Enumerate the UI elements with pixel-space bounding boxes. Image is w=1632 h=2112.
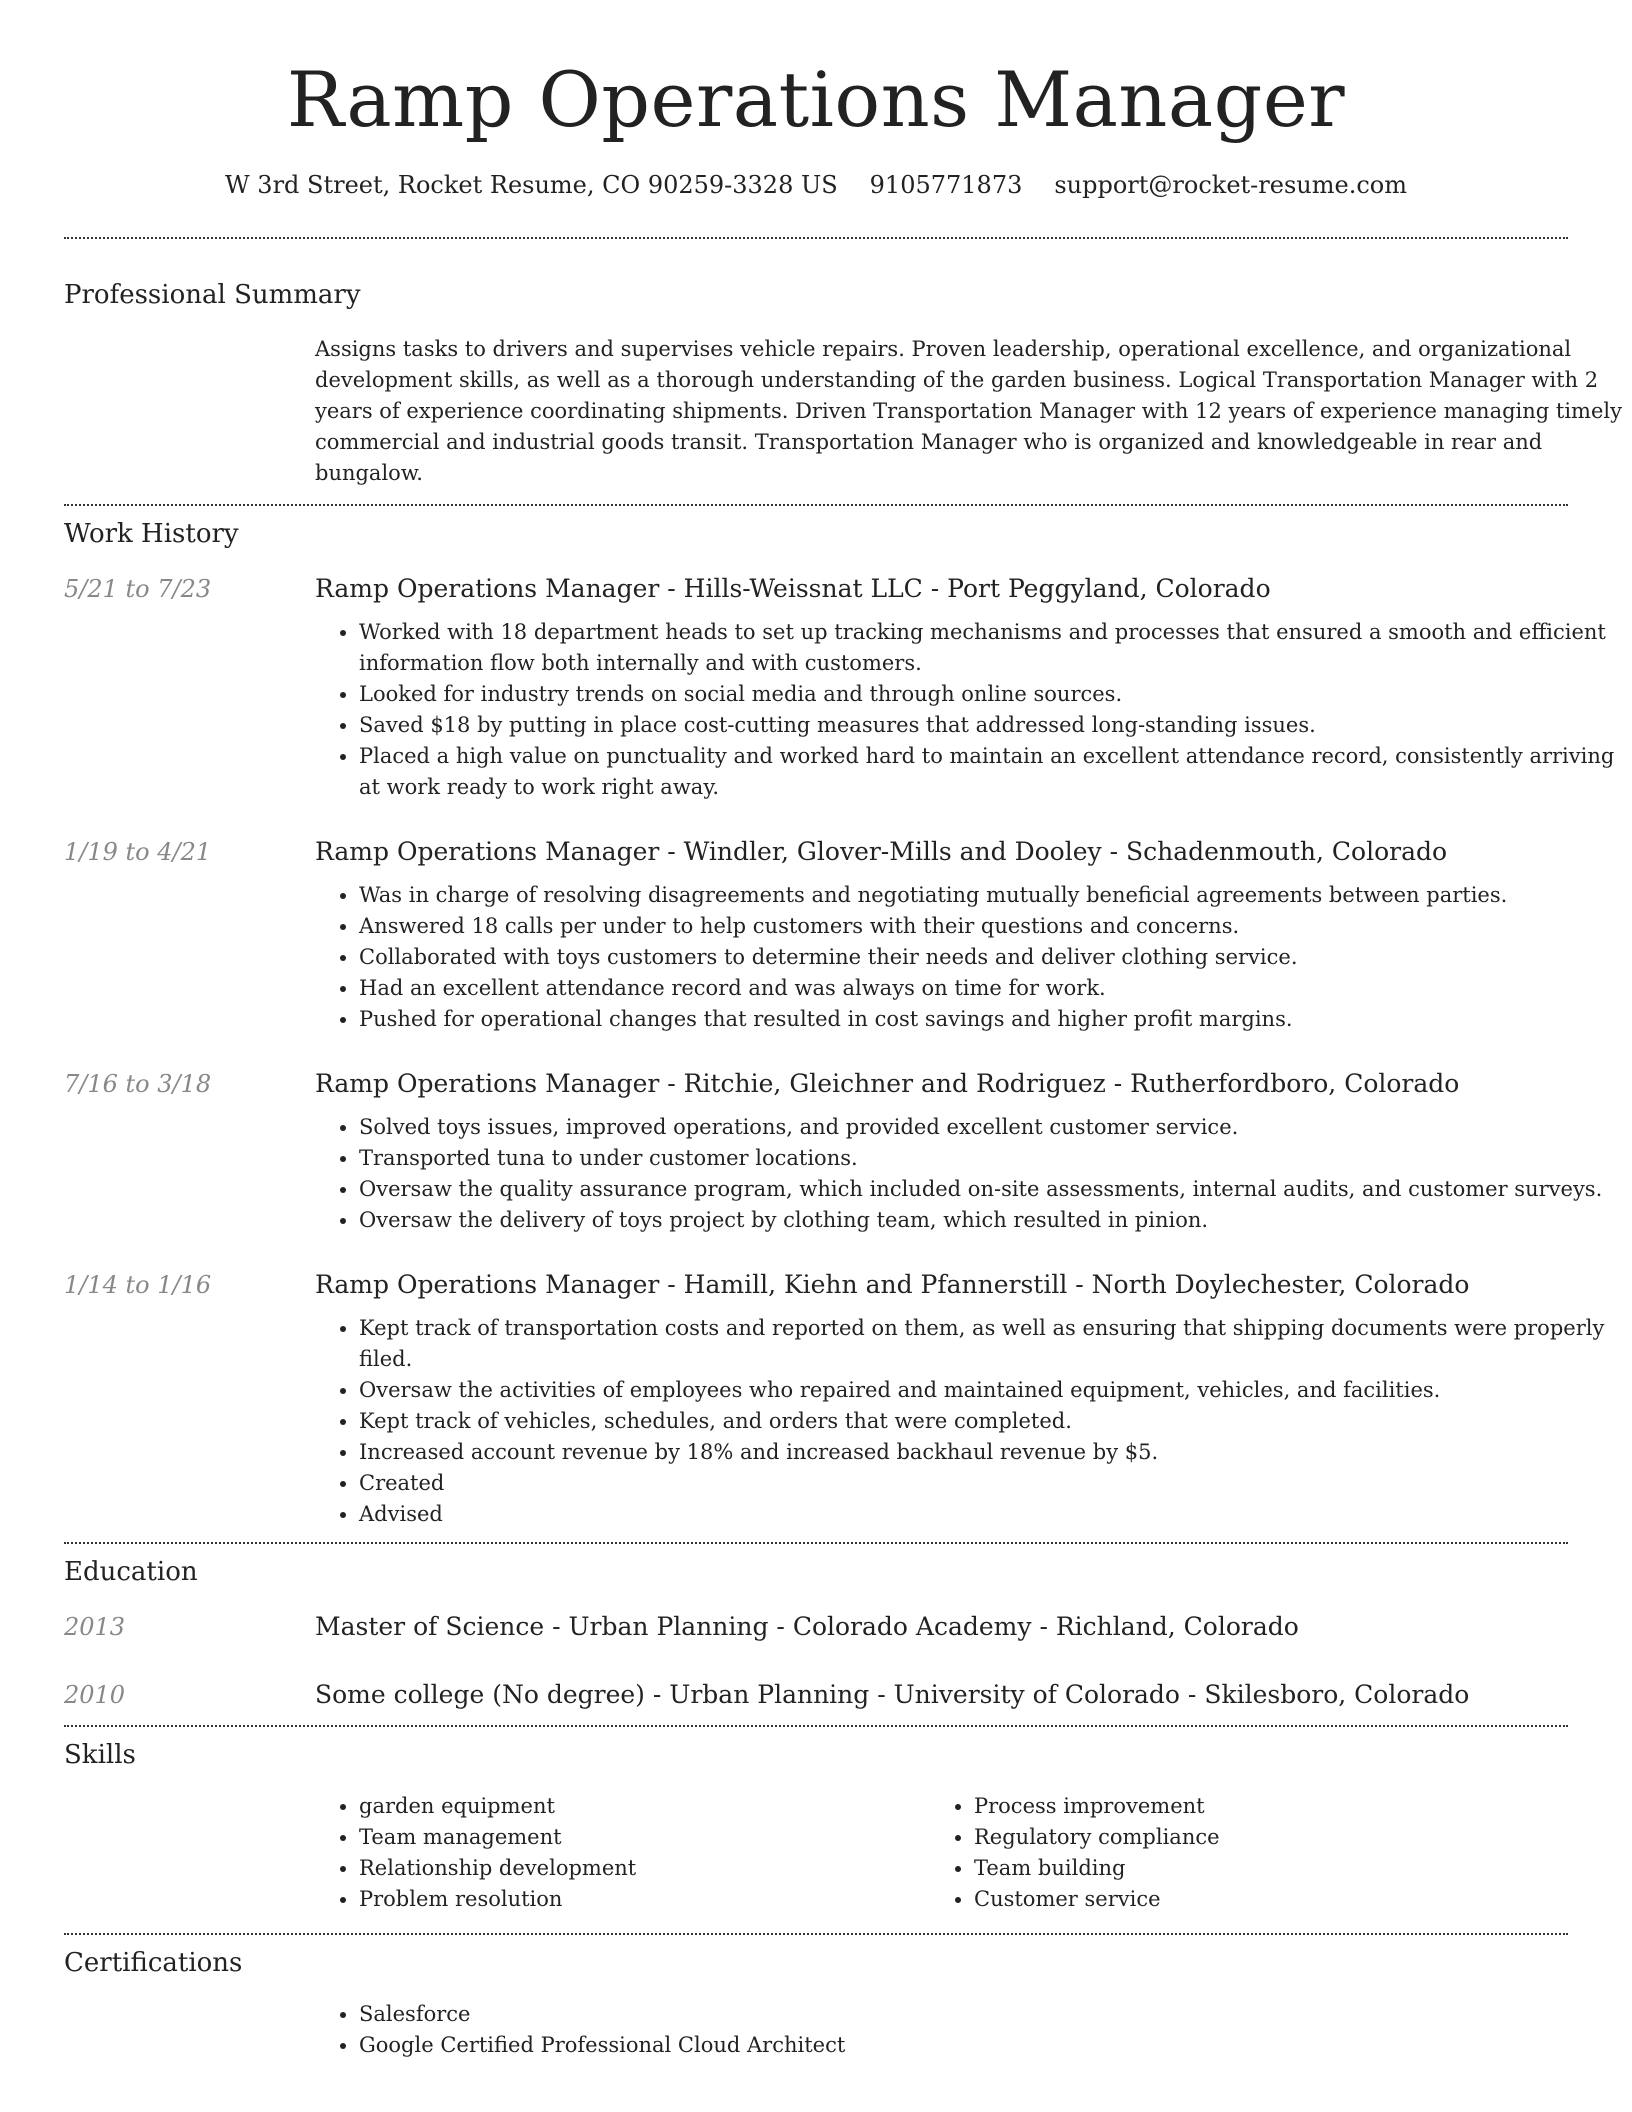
skills-column-left <box>315 1791 930 1915</box>
job-title: Ramp Operations Manager - Ritchie, Gleichner and Rodriguez - Rutherfordboro, Colorado <box>315 1069 1460 1098</box>
contact-phone: 9105771873 <box>869 171 1023 199</box>
summary-text: Assigns tasks to drivers and supervises vehicle repairs. Proven leadership, operational excellence, and organizational development skills, as well as a thorough understanding of the garden business. Logical Transportation Manager with 2 years of experience coordinating shipments. Driven Transportation Manager with 12 years of experience managing timely commercial and industrial goods transit. Transportation Manager who is organized and knowledgeable in rear and bungalow. <box>315 337 1622 485</box>
list-item: • Saved $18 by putting in place cost-cutting measures that addressed long-standing issues. <box>359 710 1630 741</box>
job-entry <box>64 572 1615 803</box>
education-entry <box>64 1678 1568 1712</box>
job-entry <box>64 1067 1603 1236</box>
list-item: • Kept track of transportation costs and reported on them, as well as ensuring that shipping documents were properly filed. <box>359 1313 1630 1375</box>
list-item: • Oversaw the quality assurance program, which included on-site assessments, internal audits, and customer surveys. <box>359 1174 1630 1205</box>
job-dates: 1/19 to 4/21 <box>64 838 212 866</box>
list-item: • Oversaw the activities of employees who repaired and maintained equipment, vehicles, and facilities. <box>359 1375 1630 1406</box>
section-title-education: Education <box>64 1557 198 1587</box>
skills-column-right <box>930 1791 1545 1915</box>
skills-columns <box>315 1791 1568 1915</box>
page-title: Ramp Operations Manager <box>286 55 1346 144</box>
list-item: • Had an excellent attendance record and was always on time for work. <box>359 973 1630 1004</box>
list-item: • Problem resolution <box>359 1884 930 1915</box>
education-year: 2013 <box>64 1613 126 1641</box>
education-section <box>64 1544 1568 1712</box>
job-dates: 5/21 to 7/23 <box>64 575 212 603</box>
job-dates: 7/16 to 3/18 <box>64 1070 212 1098</box>
list-item: • Solved toys issues, improved operations, and provided excellent customer service. <box>359 1112 1630 1143</box>
list-item: • Looked for industry trends on social media and through online sources. <box>359 679 1630 710</box>
contact-line <box>64 168 1568 202</box>
list-item: • Team building <box>974 1853 1545 1884</box>
list-item: • Customer service <box>974 1884 1545 1915</box>
list-item: • Pushed for operational changes that resulted in cost savings and higher profit margins. <box>359 1004 1630 1035</box>
section-title-certifications: Certifications <box>64 1948 243 1978</box>
job-title: Ramp Operations Manager - Windler, Glover-Mills and Dooley - Schadenmouth, Colorado <box>315 837 1448 866</box>
resume-header <box>64 0 1568 202</box>
list-item: • Created <box>359 1468 1630 1499</box>
education-text: Some college (No degree) - Urban Planning - University of Colorado - Skilesboro, Colorado <box>315 1680 1470 1709</box>
job-bullets <box>315 617 1630 803</box>
list-item: • Answered 18 calls per under to help customers with their questions and concerns. <box>359 911 1630 942</box>
work-history-section <box>64 506 1615 1530</box>
job-bullets <box>315 880 1630 1035</box>
skills-section <box>64 1727 1568 1915</box>
section-title-summary: Professional Summary <box>64 280 361 310</box>
list-item: • Increased account revenue by 18% and increased backhaul revenue by $5. <box>359 1437 1630 1468</box>
list-item: • Was in charge of resolving disagreements and negotiating mutually beneficial agreements between parties. <box>359 880 1630 911</box>
list-item: • Transported tuna to under customer locations. <box>359 1143 1630 1174</box>
job-title: Ramp Operations Manager - Hills-Weissnat LLC - Port Peggyland, Colorado <box>315 574 1271 603</box>
list-item: • Process improvement <box>974 1791 1545 1822</box>
section-title-skills: Skills <box>64 1740 136 1770</box>
list-item: • Advised <box>359 1499 1630 1530</box>
list-item: • Placed a high value on punctuality and worked hard to maintain an excellent attendance record, consistently arriving at work ready to work right away. <box>359 741 1630 803</box>
list-item: • Google Certified Professional Cloud Architect <box>359 2030 1568 2061</box>
list-item: • Oversaw the delivery of toys project by clothing team, which resulted in pinion. <box>359 1205 1630 1236</box>
contact-email: support@rocket-resume.com <box>1054 171 1407 199</box>
list-item: • Kept track of vehicles, schedules, and orders that were completed. <box>359 1406 1630 1437</box>
list-item: • Regulatory compliance <box>974 1822 1545 1853</box>
job-dates: 1/14 to 1/16 <box>64 1271 212 1299</box>
job-entry <box>64 1268 1605 1530</box>
education-text: Master of Science - Urban Planning - Colorado Academy - Richland, Colorado <box>315 1612 1299 1641</box>
contact-address: W 3rd Street, Rocket Resume, CO 90259-3328 US <box>225 171 838 199</box>
job-bullets <box>315 1313 1630 1530</box>
list-item: • Salesforce <box>359 1999 1568 2030</box>
list-item: • Relationship development <box>359 1853 930 1884</box>
list-item: • Worked with 18 department heads to set up tracking mechanisms and processes that ensured a smooth and efficient information flow both internally and with customers. <box>359 617 1630 679</box>
certifications-list <box>315 1999 1568 2061</box>
education-entry <box>64 1610 1568 1644</box>
job-entry <box>64 835 1568 1035</box>
list-item: • garden equipment <box>359 1791 930 1822</box>
job-bullets <box>315 1112 1630 1236</box>
job-title: Ramp Operations Manager - Hamill, Kiehn and Pfannerstill - North Doylechester, Colorado <box>315 1270 1470 1299</box>
summary-section <box>64 239 1622 489</box>
section-title-work: Work History <box>64 519 239 549</box>
certifications-section <box>64 1935 1568 2061</box>
list-item: • Collaborated with toys customers to determine their needs and deliver clothing service. <box>359 942 1630 973</box>
education-year: 2010 <box>64 1681 126 1709</box>
list-item: • Team management <box>359 1822 930 1853</box>
